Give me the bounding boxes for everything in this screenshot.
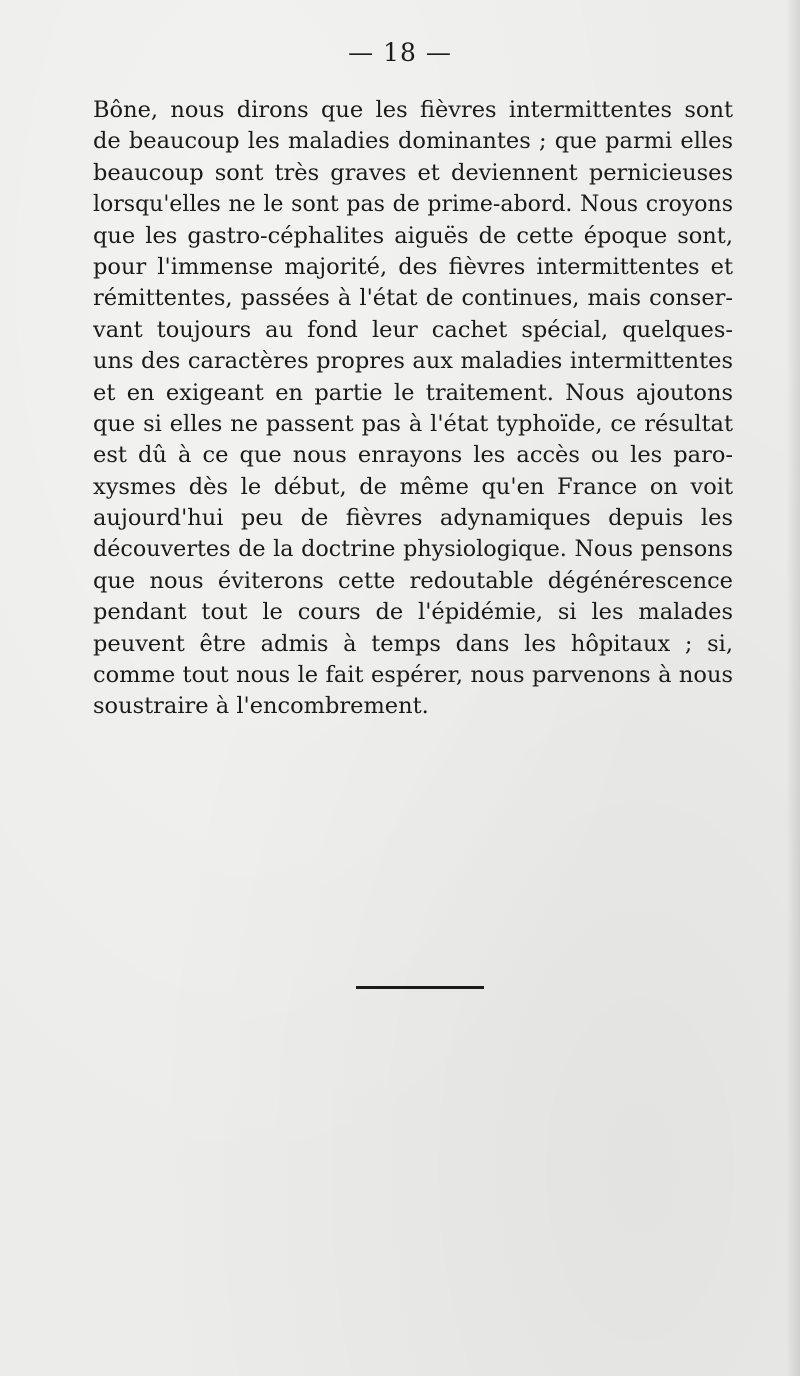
text-line-last: soustraire à l'encombrement. [93,693,429,720]
page-number: — 18 — [348,38,452,67]
text-line: Bône, nous dirons que les fièvres intermittentes sont [93,97,733,123]
text-line: aujourd'hui peu de fièvres adynamiques depuis les [93,505,733,532]
text-line: découvertes de la doctrine physiologique. Nous pensons [93,536,733,563]
text-line: que si elles ne passent pas à l'état typhoïde, ce résultat [93,410,733,437]
text-line: uns des caractères propres aux maladies intermittentes [93,348,733,375]
text-line: pour l'immense majorité, des fièvres intermittentes et [93,253,733,280]
page-edge-shadow [786,0,800,1376]
text-line: est dû à ce que nous enrayons les accès ou les paro- [93,442,733,469]
text-line: lorsqu'elles ne le sont pas de prime-abord. Nous croyons [93,192,733,218]
body-paragraph [93,95,733,723]
text-line: beaucoup sont très graves et deviennent pernicieuses [93,159,733,186]
text-line: de beaucoup les maladies dominantes ; que parmi elles [93,128,733,155]
text-line: peuvent être admis à temps dans les hôpitaux ; si, [93,630,733,657]
end-rule-divider [356,986,484,989]
text-line: comme tout nous le fait espérer, nous parvenons à nous [93,662,733,689]
text-line: pendant tout le cours de l'épidémie, si les malades [93,599,733,626]
text-line: rémittentes, passées à l'état de continues, mais conser- [93,285,733,312]
text-line: et en exigeant en partie le traitement. Nous ajoutons [93,379,733,406]
text-line: que nous éviterons cette redoutable dégénérescence [93,567,733,594]
text-line: vant toujours au fond leur cachet spécial, quelques- [93,316,733,343]
text-line: xysmes dès le début, de même qu'en France on voit [93,473,733,500]
text-line: que les gastro-céphalites aiguës de cette époque sont, [93,222,733,249]
